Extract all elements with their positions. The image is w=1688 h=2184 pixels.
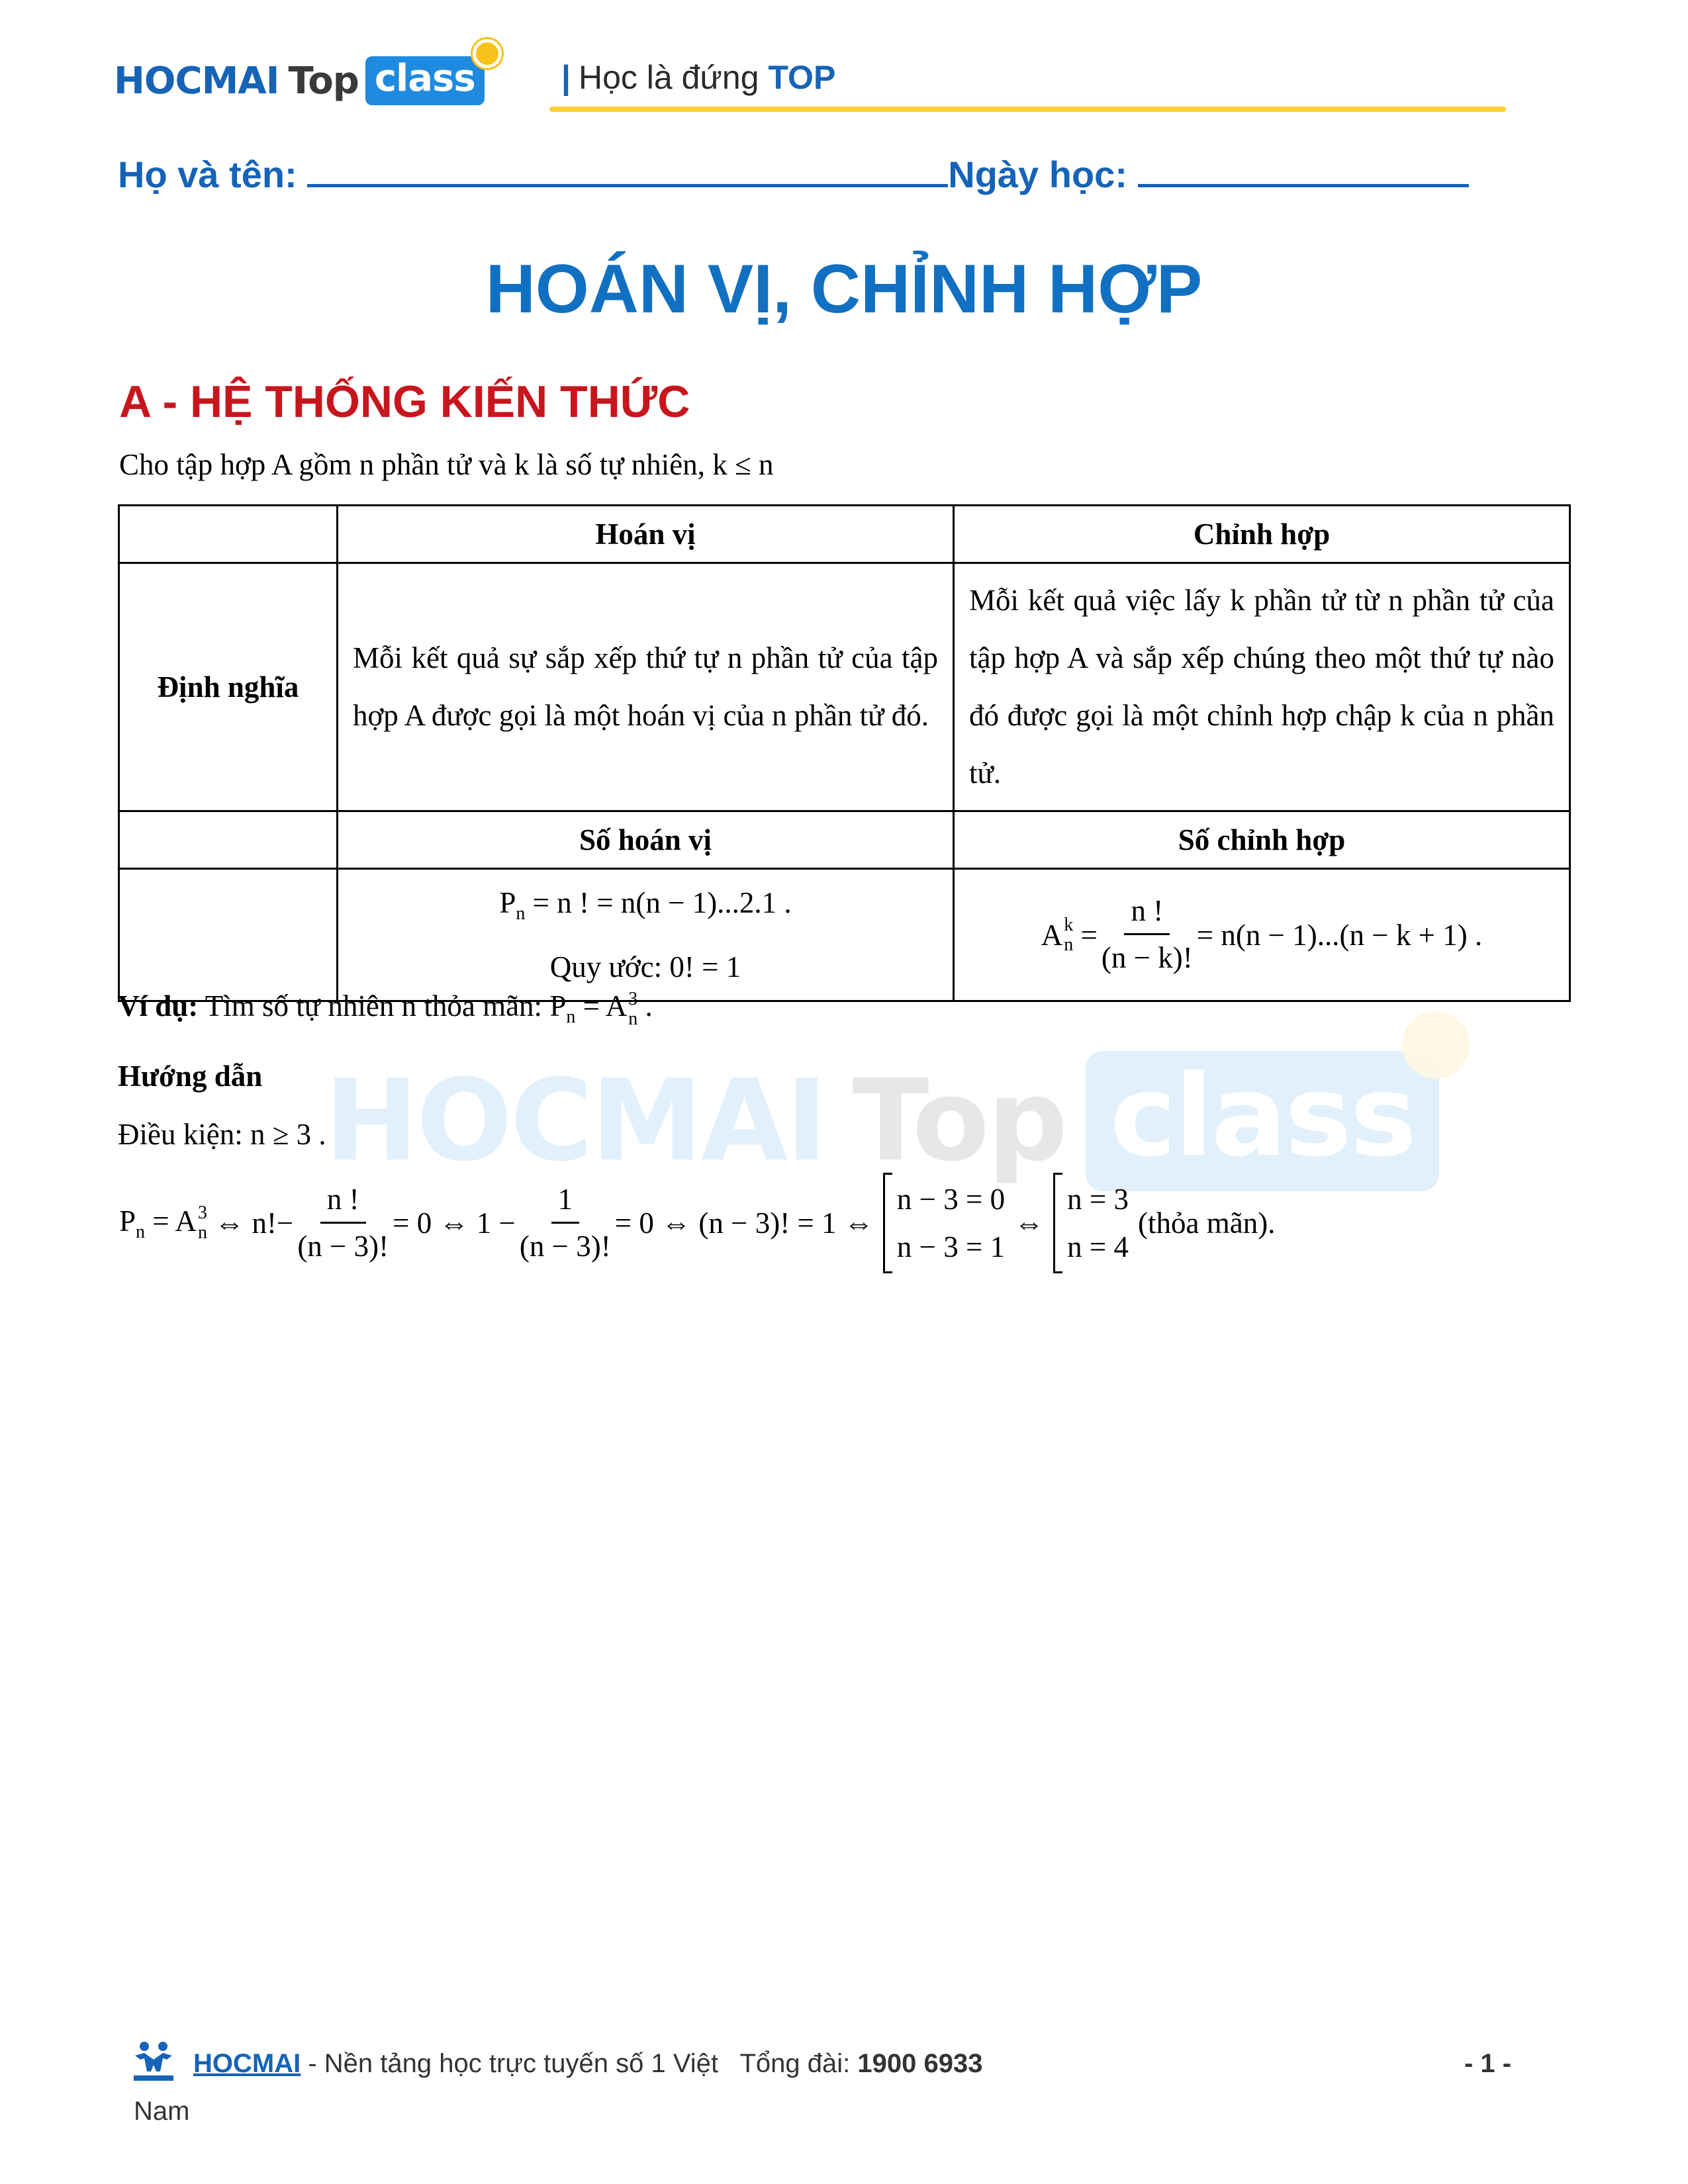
fraction-2-denominator: (n − 3)! (519, 1229, 611, 1263)
logo-class-text: class (374, 57, 475, 100)
fraction-1-denominator: (n − 3)! (297, 1229, 389, 1263)
table-row (119, 869, 1570, 1001)
permutation-convention: Quy ước: 0! = 1 (549, 950, 741, 983)
guide-heading: Hướng dẫn (118, 1060, 263, 1093)
logo-star-icon (473, 39, 502, 68)
footer-tagline: - Nền tảng học trực tuyến số 1 Việt (308, 2049, 719, 2078)
permutation-formula: $P_n = n$ ! = n(n − 1)...2.1 . (499, 886, 792, 924)
example-label: Ví dụ: (118, 989, 199, 1023)
solution-step-2: = 0 ⇔ 1 − (393, 1206, 516, 1240)
watermark-logo (324, 1051, 1439, 1191)
system-2-line-b: n = 4 (1067, 1230, 1129, 1263)
solution-system-1 (883, 1173, 1005, 1273)
system-2-line-a: n = 3 (1067, 1183, 1129, 1216)
permutation-formula-text: = n ! = n(n − 1)...2.1 . (532, 886, 792, 919)
definition-arrangement: Mỗi kết quả việc lấy k phần tử từ n phần tử của tập hợp A và sắp xếp chúng theo một thứ tự nào đó được gọi là một chỉnh hợp chập k của n phần tử. (954, 563, 1570, 811)
name-label: Họ và tên: (118, 154, 297, 195)
solution-step-1: ⇔ n!− (214, 1206, 294, 1240)
table-row (119, 506, 1570, 563)
footer-brand-link[interactable]: HOCMAI (193, 2049, 301, 2078)
watermark-star-icon (1402, 1011, 1470, 1079)
equivalence-symbol: ⇔ (1014, 1206, 1045, 1240)
watermark-class (1086, 1051, 1438, 1191)
example-line: Ví dụ: Tìm số tự nhiên n thỏa mãn: $P_n = A$ 3 n . (118, 988, 653, 1029)
example-text: Tìm số tự nhiên n thỏa mãn: (205, 989, 543, 1023)
condition-line: Điều kiện: n ≥ 3 . (118, 1118, 326, 1151)
solution-fraction-2 (520, 1181, 611, 1266)
comparison-table (118, 504, 1571, 1002)
name-blank[interactable] (307, 150, 948, 187)
table-cell-empty (119, 869, 338, 1001)
row-label-definition: Định nghĩa (119, 563, 338, 811)
hocmai-people-icon (130, 2037, 177, 2085)
arrangement-numerator: n ! (1124, 892, 1170, 935)
header-count-permutation: Số hoán vị (338, 811, 954, 869)
header-permutation: Hoán vị (338, 506, 954, 563)
footer-hotline-label: Tổng đài: (739, 2049, 851, 2078)
page-title: HOÁN VỊ, CHỈNH HỢP (485, 251, 1203, 328)
date-blank[interactable] (1138, 150, 1469, 187)
student-info-row (118, 150, 1469, 196)
date-label: Ngày học: (948, 154, 1127, 195)
table-row (119, 563, 1570, 811)
arrangement-fraction (1102, 892, 1193, 978)
footer-line (193, 2049, 982, 2079)
logo-hocmai-text: HOCMAI (114, 59, 279, 103)
footer-line-2: Nam (134, 2097, 190, 2126)
page-number: - 1 - (1464, 2049, 1512, 2078)
fraction-2-numerator: 1 (551, 1181, 580, 1224)
solution-step-3: = 0 ⇔ (n − 3)! = 1 ⇔ (614, 1206, 874, 1240)
table-cell-empty (119, 811, 338, 869)
definition-permutation: Mỗi kết quả sự sắp xếp thứ tự n phần tử của tập hợp A được gọi là một hoán vị của n phần tử đó. (338, 563, 954, 811)
system-1-line-b: n − 3 = 1 (896, 1230, 1006, 1263)
watermark-top: Top (852, 1056, 1066, 1187)
slogan (561, 58, 835, 97)
fraction-1-numerator: n ! (320, 1181, 366, 1224)
slogan-top: TOP (768, 59, 836, 96)
slogan-divider: | (561, 59, 571, 96)
logo-top-text: Top (288, 59, 359, 103)
section-a-heading: A - HỆ THỐNG KIẾN THỨC (119, 377, 690, 427)
watermark-class-text: class (1109, 1051, 1415, 1182)
table-row (119, 811, 1570, 869)
solution-system-2 (1053, 1173, 1129, 1273)
hocmai-topclass-logo (114, 54, 485, 107)
arrangement-formula-rest: = n(n − 1)...(n − k + 1) . (1196, 918, 1483, 952)
intro-text: Cho tập hợp A gồm n phần tử và k là số tự nhiên, k ≤ n (119, 448, 774, 481)
slogan-text: Học là đứng (579, 59, 759, 96)
solution-fraction-1 (297, 1181, 389, 1266)
arrangement-formula-cell (954, 869, 1570, 1001)
table-cell-empty (119, 506, 338, 563)
solution-result: (thỏa mãn). (1138, 1206, 1276, 1240)
permutation-formula-cell (338, 869, 954, 1001)
footer-hotline: 1900 6933 (857, 2049, 983, 2078)
arrangement-denominator: (n − k)! (1101, 941, 1193, 974)
system-1-line-a: n − 3 = 0 (896, 1183, 1006, 1216)
watermark-hocmai: HOCMAI (324, 1056, 826, 1187)
solution-equation: $P_n = A$ 3 n ⇔ n!− $\frac{n !}{(n - 3)!}$ = 0 ⇔ 1 − $\frac{1}{(n - 3)!}$ = 0 ⇔ (n − 3)! = 1 ⇔ n − 3 = 0 n − 3 = 1 ⇔ n = 3 n = 4 (thỏa mãn). (119, 1173, 1275, 1273)
logo-class-badge (365, 56, 485, 105)
header-underline (549, 107, 1506, 112)
arrangement-formula: A k n = $\frac{n !}{(n - k)!}$ = n(n − 1)...(n − k + 1) . (1041, 892, 1482, 978)
header-count-arrangement: Số chỉnh hợp (954, 811, 1570, 869)
header-arrangement: Chỉnh hợp (954, 506, 1570, 563)
